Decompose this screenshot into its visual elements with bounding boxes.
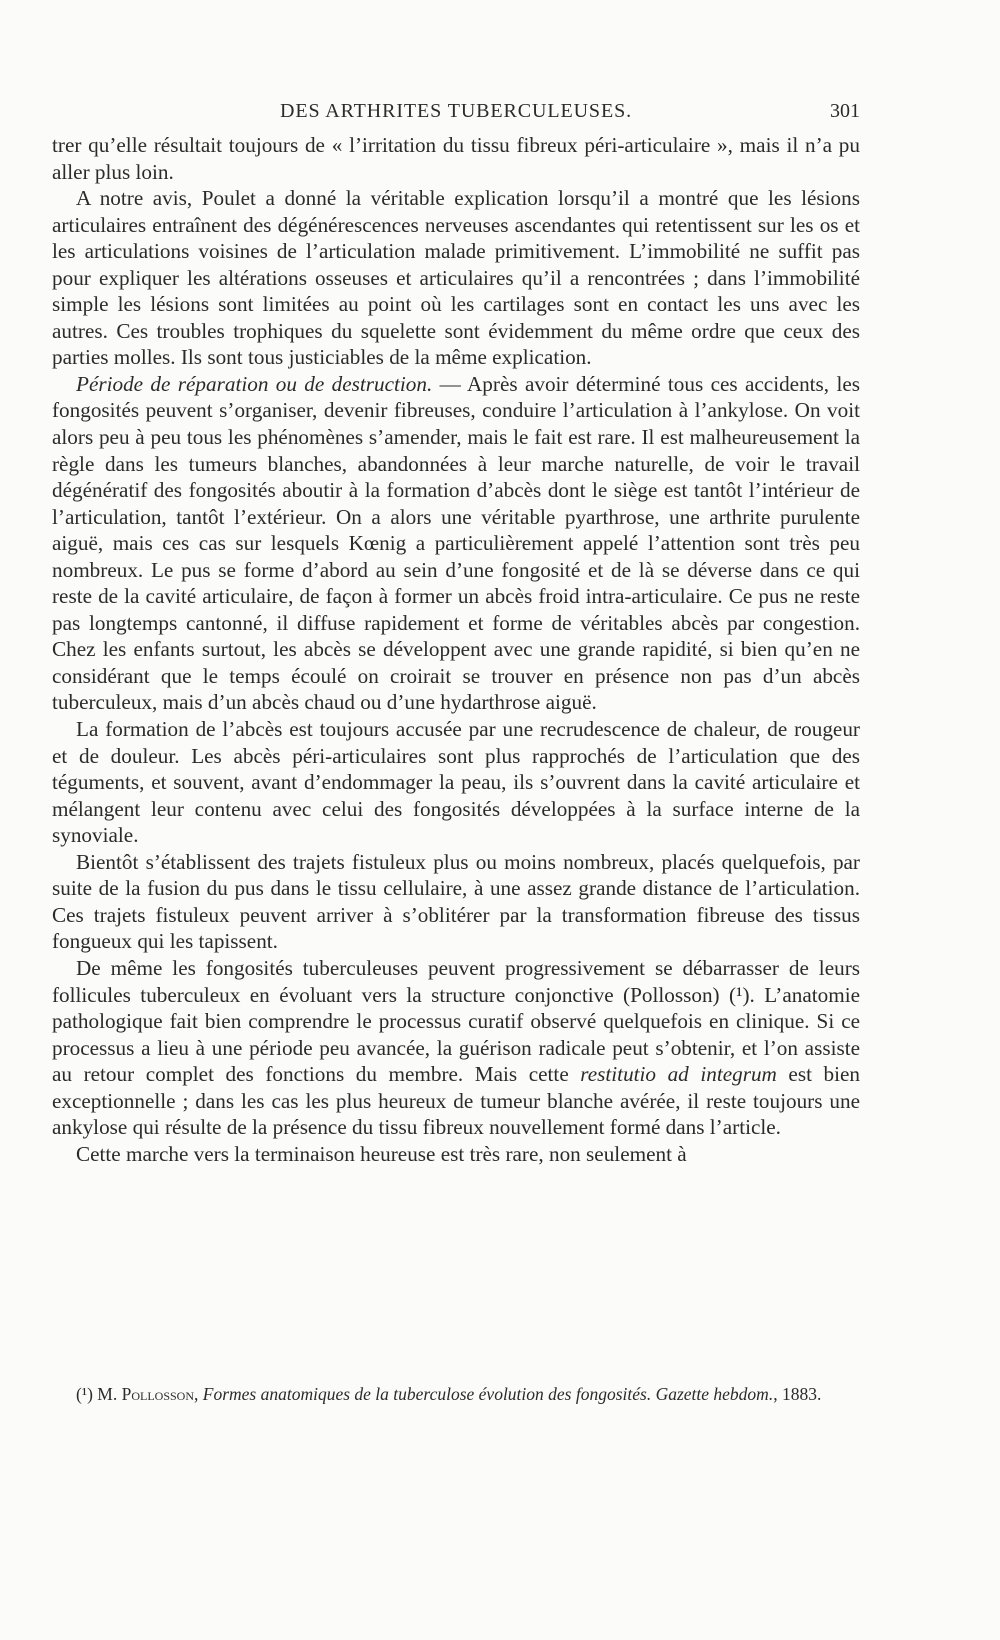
page-number: 301	[830, 100, 860, 122]
latin-phrase: restitutio ad integrum	[580, 1062, 777, 1087]
footnote-year: , 1883.	[773, 1384, 822, 1404]
paragraph	[52, 849, 860, 955]
paragraph	[52, 1141, 860, 1168]
paragraph-text: A notre avis, Poulet a donné la véritable explication lorsqu’il a montré que les lésions articulaires entraînent des dégénérescences nerveuses ascendantes qui retentissent sur les os et les articulations voisines de l’articulation malade primitivement. L’immobilité ne suffit pas pour expliquer les altérations osseuses et articulaires qu’il a rencontrées ; dans l’immobilité simple les lésions sont limitées au point où les cartilages sont en contact les uns avec les autres. Ces troubles trophiques du squelette sont évidemment du même ordre que ceux des parties molles. Ils sont tous justiciables de la même explication.	[52, 186, 860, 370]
page-header	[52, 96, 860, 126]
footnote-marker: (¹) M.	[76, 1384, 122, 1404]
footnote: (¹) M. Pollosson, Formes anatomiques de la tuberculose évolution des fongosités. Gazette hebdom., 1883.	[76, 1384, 822, 1404]
paragraph-text: est bien exceptionnelle ; dans les cas les plus heureux de tumeur blanche avérée, il reste toujours une ankylose qui résulte de la présence du tissu fibreux nouvellement formé dans l’article.	[52, 1062, 861, 1140]
paragraph	[52, 716, 860, 849]
paragraph-section	[52, 371, 860, 716]
footnote-author: Pollosson	[121, 1384, 194, 1404]
paragraph-text: La formation de l’abcès est toujours accusée par une recrudescence de chaleur, de rougeur et de douleur. Les abcès péri-articulaires sont plus rapprochés de l’articulation que des téguments, et souvent, avant d’endommager la peau, ils s’ouvrent dans la cavité articulaire et mélangent leur contenu avec celui des fongosités développées à la surface interne de la synoviale.	[52, 717, 860, 848]
body-text	[52, 132, 860, 1167]
paragraph-text: Bientôt s’établissent des trajets fistuleux plus ou moins nombreux, placés quelquefois, par suite de la fusion du pus dans le tissu cellulaire, à une assez grande distance de l’articulation. Ces trajets fistuleux peuvent arriver à s’oblitérer par la transformation fibreuse des tissus fongueux qui les tapissent.	[52, 849, 860, 954]
paragraph-text: Cette marche vers la terminaison heureuse est très rare, non seulement à	[76, 1141, 687, 1166]
paragraph	[52, 955, 860, 1141]
section-heading: Période de réparation ou de destruction.	[76, 371, 433, 396]
running-title: DES ARTHRITES TUBERCULEUSES.	[280, 100, 632, 122]
footnotes	[52, 1384, 860, 1405]
paragraph	[52, 185, 860, 371]
paragraph-text: De même les fongosités tuberculeuses peuvent progressivement se débarrasser de leurs follicules tuberculeux en évoluant vers la structure conjonctive (Pollosson) (¹). L’anatomie pathologique fait bien comprendre le processus curatif observé quelquefois en clinique. Si ce processus a lieu à une période peu avancée, la guérison radicale peut s’obtenir, et l’on assiste au retour complet des fonctions du membre. Mais cette	[52, 955, 860, 1087]
paragraph-text: — Après avoir déterminé tous ces accidents, les fongosités peuvent s’organiser, devenir fibreuses, conduire l’articulation à l’ankylose. On voit alors peu à peu tous les phénomènes s’amender, mais le fait est rare. Il est malheureusement la règle dans les tumeurs blanches, abandonnées à leur marche naturelle, de voir le travail dégénératif des fongosités aboutir à la formation d’abcès dont le siège est tantôt l’intérieur de l’articulation, tantôt l’extérieur. On a alors une véritable pyarthrose, une arthrite purulente aiguë, mais ces cas sur lesquels Kœnig a particulièrement appelé l’attention sont très peu nombreux. Le pus se forme d’abord au sein d’une fongosité et de là se déverse dans ce qui reste de la cavité articulaire, de façon à former un abcès froid intra-articulaire. Ce pus ne reste pas longtemps cantonné, il diffuse rapidement et forme de véritables abcès par congestion. Chez les enfants surtout, les abcès se développent avec une grande rapidité, si bien qu’en ne considérant que le temps écoulé on croirait se trouver en présence non pas d’un abcès tuberculeux, mais d’un abcès chaud ou d’une hydarthrose aiguë.	[52, 371, 860, 715]
paragraph-continuation	[52, 132, 860, 185]
footnote-title: Formes anatomiques de la tuberculose évolution des fongosités. Gazette hebdom.	[202, 1384, 774, 1404]
paragraph-text: trer qu’elle résultait toujours de « l’irritation du tissu fibreux péri-articulaire », mais il n’a pu aller plus loin.	[52, 133, 860, 184]
